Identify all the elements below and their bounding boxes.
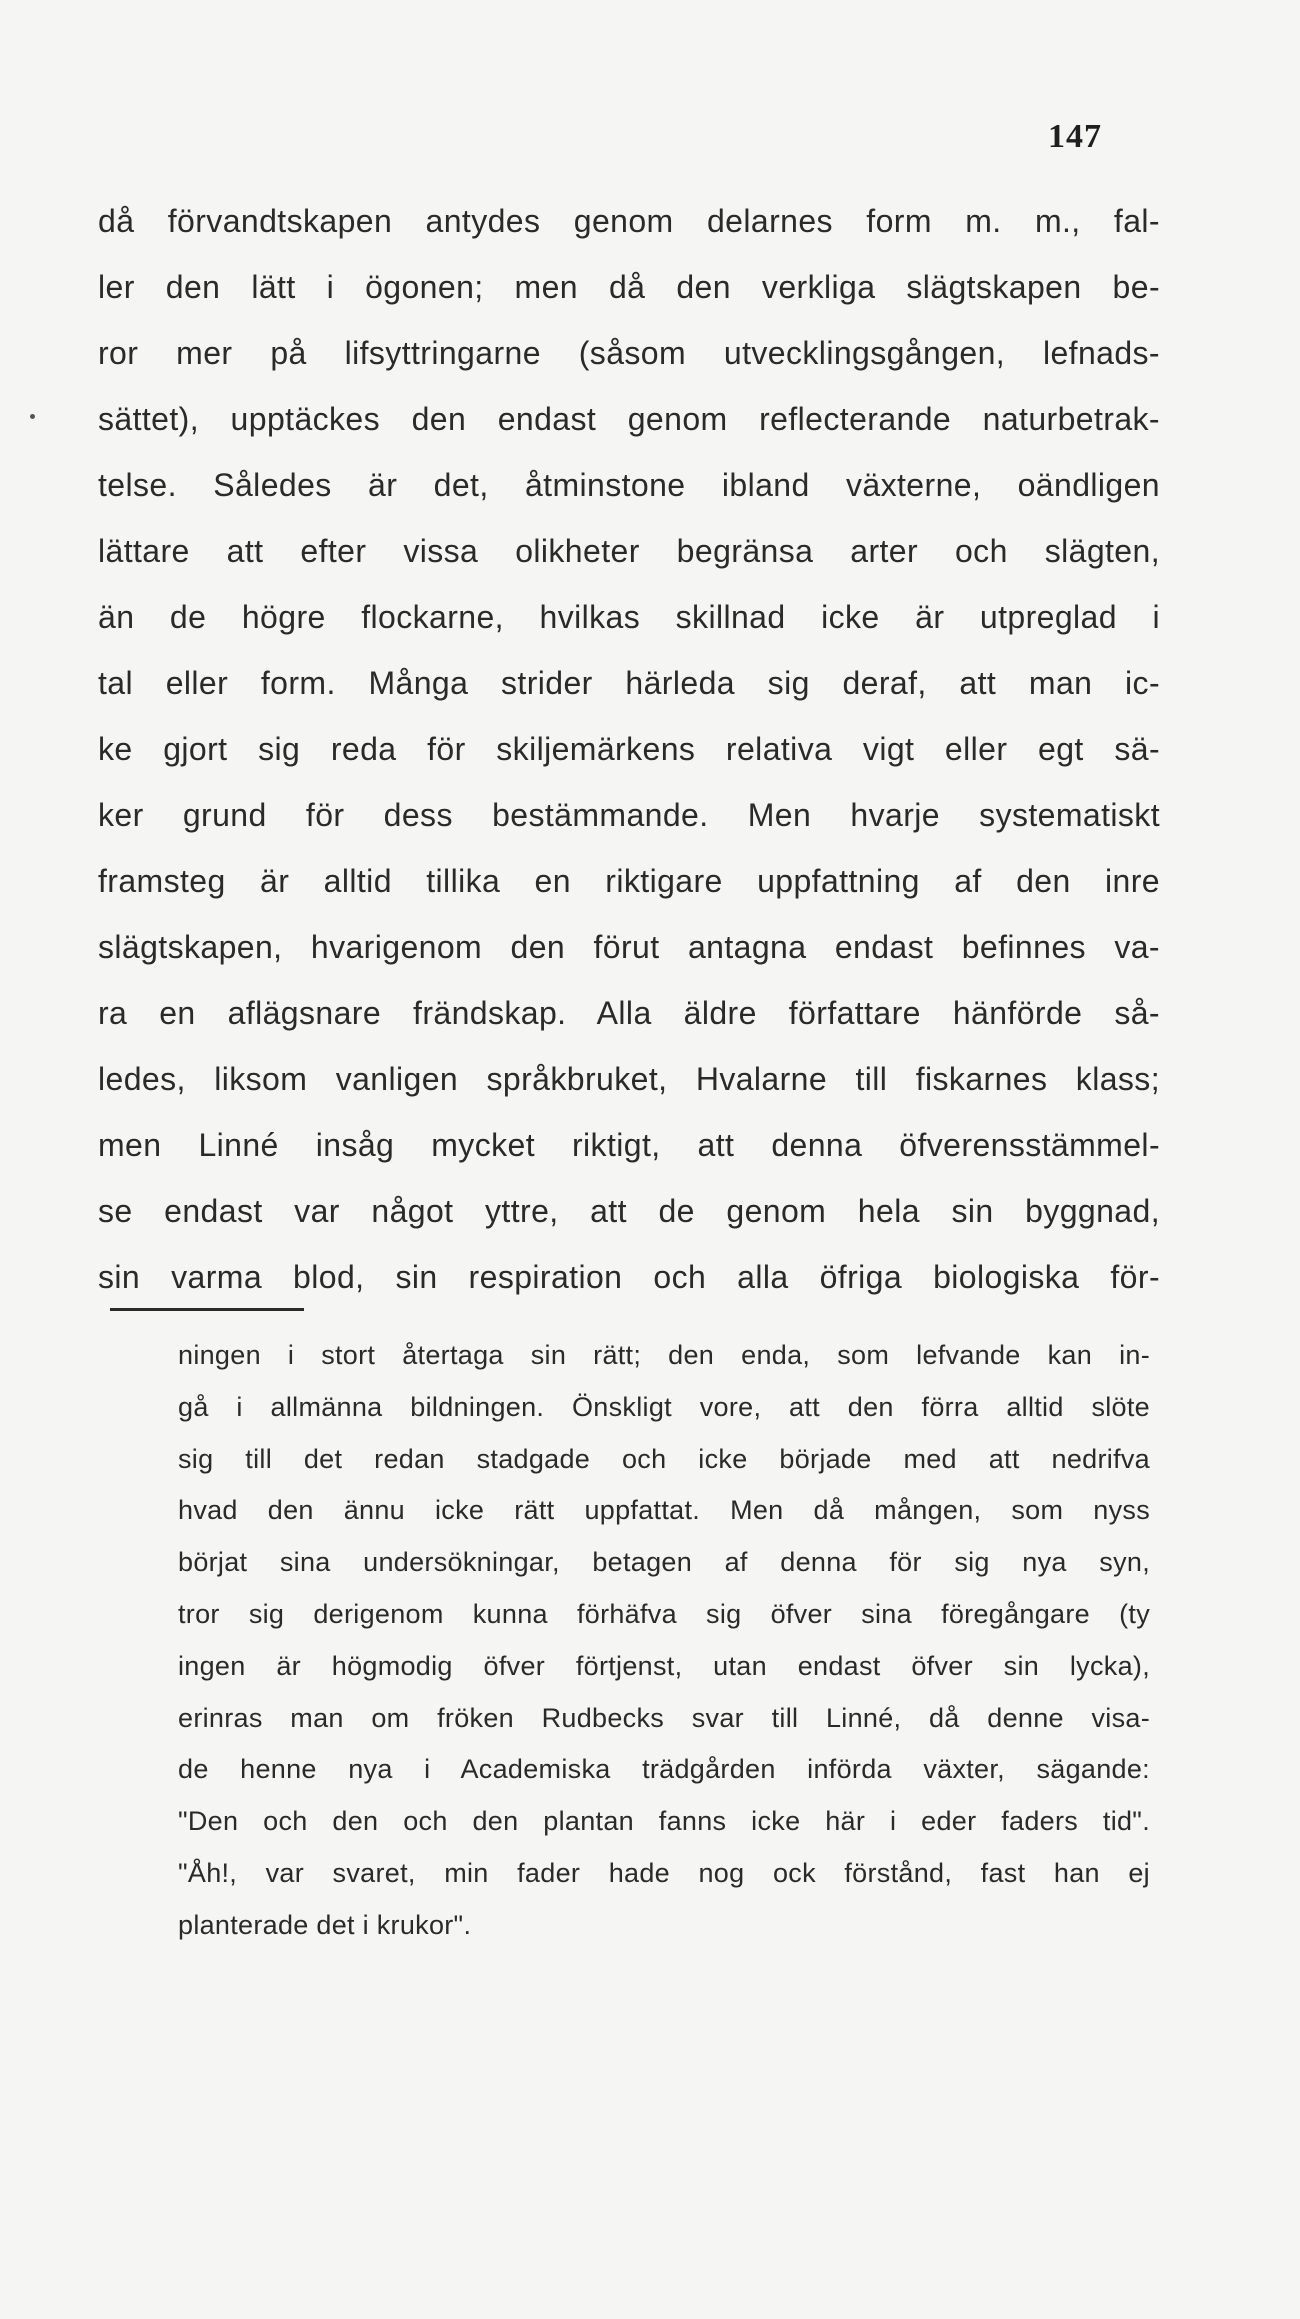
body-line: ke gjort sig reda för skiljemärkens relativa vigt eller egt sä- bbox=[98, 731, 1160, 767]
body-line: tal eller form. Många strider härleda sig deraf, att man ic- bbox=[98, 665, 1160, 701]
page-number: 147 bbox=[1048, 118, 1102, 155]
footnote-line: sig till det redan stadgade och icke började med att nedrifva bbox=[178, 1443, 1150, 1474]
body-line: men Linné insåg mycket riktigt, att denna öfverensstämmel- bbox=[98, 1127, 1160, 1163]
footnote-line: tror sig derigenom kunna förhäfva sig öfver sina föregångare (ty bbox=[178, 1598, 1150, 1629]
footnote-text bbox=[178, 1330, 1150, 1952]
body-line: än de högre flockarne, hvilkas skillnad icke är utpreglad i bbox=[98, 599, 1160, 635]
body-line: slägtskapen, hvarigenom den förut antagna endast befinnes va- bbox=[98, 929, 1160, 965]
footnote-line: "Den och den och den plantan fanns icke här i eder faders tid". bbox=[178, 1806, 1150, 1837]
body-line: telse. Således är det, åtminstone ibland växterne, oändligen bbox=[98, 467, 1160, 503]
footnote-line: hvad den ännu icke rätt uppfattat. Men då mången, som nyss bbox=[178, 1495, 1150, 1526]
footnote-divider bbox=[110, 1308, 304, 1311]
body-line: framsteg är alltid tillika en riktigare uppfattning af den inre bbox=[98, 863, 1160, 899]
footnote-line: ningen i stort återtaga sin rätt; den enda, som lefvande kan in- bbox=[178, 1340, 1150, 1370]
body-line: sättet), upptäckes den endast genom reflecterande naturbetrak- bbox=[98, 401, 1160, 437]
footnote-line: "Åh!, var svaret, min fader hade nog ock förstånd, fast han ej bbox=[178, 1857, 1150, 1888]
margin-speck bbox=[30, 414, 35, 419]
body-line: ror mer på lifsyttringarne (såsom utvecklingsgången, lefnads- bbox=[98, 335, 1160, 371]
body-line: sin varma blod, sin respiration och alla öfriga biologiska för- bbox=[98, 1259, 1160, 1295]
body-line: ra en aflägsnare frändskap. Alla äldre författare hänförde så- bbox=[98, 995, 1160, 1031]
body-line: då förvandtskapen antydes genom delarnes form m. m., fal- bbox=[98, 203, 1160, 239]
body-line: se endast var något yttre, att de genom hela sin byggnad, bbox=[98, 1193, 1160, 1229]
footnote-line: erinras man om fröken Rudbecks svar till Linné, då denne visa- bbox=[178, 1702, 1150, 1733]
footnote-line: ingen är högmodig öfver förtjenst, utan endast öfver sin lycka), bbox=[178, 1650, 1150, 1681]
main-body-text bbox=[98, 188, 1160, 1310]
body-line: ledes, liksom vanligen språkbruket, Hvalarne till fiskarnes klass; bbox=[98, 1061, 1160, 1097]
footnote-line: gå i allmänna bildningen. Önskligt vore, att den förra alltid slöte bbox=[178, 1391, 1150, 1422]
body-line: ker grund för dess bestämmande. Men hvarje systematiskt bbox=[98, 797, 1160, 833]
body-line: ler den lätt i ögonen; men då den verkliga slägtskapen be- bbox=[98, 269, 1160, 305]
footnote-line: de henne nya i Academiska trädgården införda växter, sägande: bbox=[178, 1754, 1150, 1785]
footnote-line: planterade det i krukor". bbox=[178, 1909, 472, 1940]
body-line: lättare att efter vissa olikheter begränsa arter och slägten, bbox=[98, 533, 1160, 569]
footnote-line: börjat sina undersökningar, betagen af denna för sig nya syn, bbox=[178, 1547, 1150, 1578]
